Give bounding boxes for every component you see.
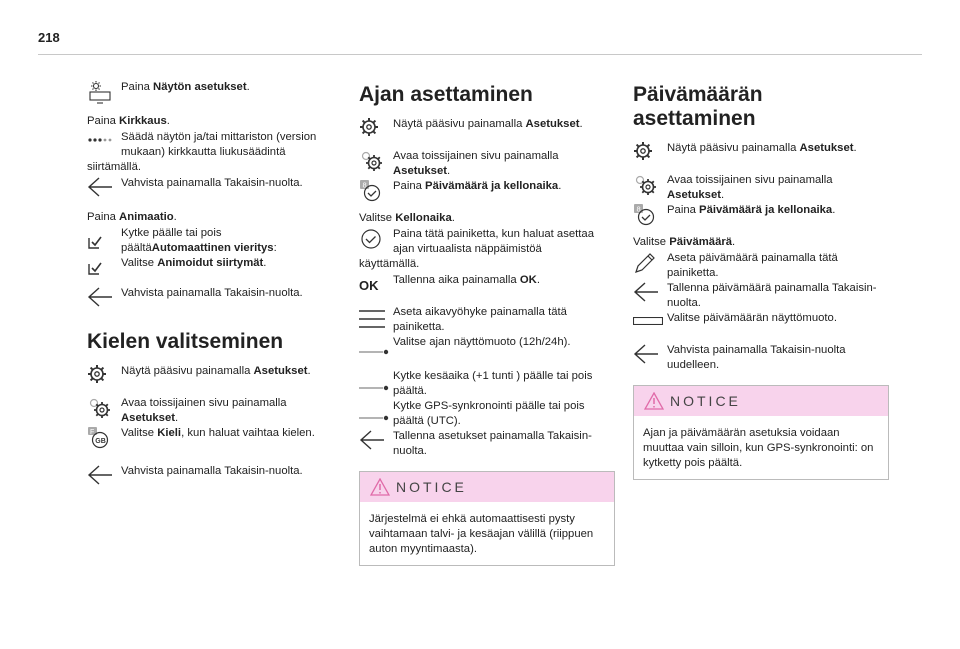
notice-header bbox=[360, 472, 614, 502]
pencil-icon bbox=[633, 251, 659, 273]
step-dst bbox=[359, 369, 615, 399]
language-icon bbox=[87, 426, 113, 448]
format-bar-icon bbox=[633, 317, 659, 339]
notice-label: NOTICE bbox=[396, 479, 467, 495]
step-main-page: Näytä pääsivu painamalla Asetukset. bbox=[359, 117, 615, 141]
step-date-format bbox=[633, 311, 889, 335]
gears-icon bbox=[87, 396, 113, 418]
back-arrow-icon bbox=[87, 464, 113, 486]
notice-header bbox=[634, 386, 888, 416]
step-display-settings bbox=[87, 80, 332, 106]
section-heading-time: Ajan asettaminen bbox=[359, 83, 533, 106]
step-secondary-page: Avaa toissijainen sivu painamalla Asetukset. bbox=[87, 396, 332, 426]
svg-text:8: 8 bbox=[362, 180, 367, 190]
step-select-time: Valitse Kellonaika. bbox=[359, 212, 455, 224]
step-save-back bbox=[359, 429, 615, 459]
step-text: Aseta aikavyöhyke painamalla tätä painiketta. bbox=[393, 306, 567, 333]
column-date-settings bbox=[633, 80, 889, 480]
gears-icon bbox=[359, 149, 385, 171]
back-arrow-icon bbox=[633, 343, 659, 365]
step-date-time: 8 Paina Päivämäärä ja kellonaika. bbox=[633, 203, 889, 227]
step-text: Säädä näytön ja/tai mittariston (version mukaan) kirkkautta liukusäädintä bbox=[121, 131, 317, 158]
page-number: 218 bbox=[38, 30, 60, 45]
slider-dots-icon bbox=[87, 136, 113, 158]
step-set-date bbox=[633, 251, 889, 281]
header-divider bbox=[38, 54, 922, 55]
step-secondary-page: Avaa toissijainen sivu painamalla Asetukset. bbox=[359, 149, 615, 179]
notice-box bbox=[359, 471, 615, 566]
step-date-time: 8 Paina Päivämäärä ja kellonaika. bbox=[359, 179, 615, 203]
back-arrow-icon bbox=[87, 176, 113, 198]
step-text: Vahvista painamalla Takaisin-nuolta. bbox=[121, 177, 303, 189]
step-text: Vahvista painamalla Takaisin-nuolta. bbox=[121, 465, 303, 477]
date-time-icon bbox=[359, 179, 385, 201]
back-arrow-icon bbox=[633, 281, 659, 303]
step-select-date: Valitse Päivämäärä. bbox=[633, 236, 736, 248]
gear-icon bbox=[633, 141, 659, 163]
svg-text:F: F bbox=[90, 429, 95, 436]
back-arrow-icon bbox=[87, 286, 113, 308]
step-text: Tallenna päivämäärä painamalla Takaisin-nuolta. bbox=[667, 282, 877, 309]
notice-box bbox=[633, 385, 889, 480]
step-text: Tallenna asetukset painamalla Takaisin-nuolta. bbox=[393, 430, 592, 457]
step-timezone bbox=[359, 305, 615, 335]
gears-icon bbox=[633, 173, 659, 195]
checkbox-icon bbox=[87, 260, 113, 282]
clock-icon bbox=[359, 227, 385, 249]
step-format bbox=[359, 335, 615, 361]
step-save-ok: OK Tallenna aika painamalla OK. bbox=[359, 273, 615, 297]
step-main-page: Näytä pääsivu painamalla Asetukset. bbox=[633, 141, 889, 165]
step-text: Kytke GPS-synkronointi päälle tai pois päältä (UTC). bbox=[393, 400, 585, 427]
step-text: Kytke kesäaika (+1 tunti ) päälle tai pois päältä. bbox=[393, 370, 593, 397]
notice-text: Järjestelmä ei ehkä automaattisesti pysty vaihtamaan talvi- ja kesäajan välillä (riippuen auton myyntimaasta). bbox=[369, 513, 594, 555]
back-arrow-icon bbox=[359, 429, 385, 451]
step-secondary-page: Avaa toissijainen sivu painamalla Asetukset. bbox=[633, 173, 889, 203]
svg-text:8: 8 bbox=[636, 204, 641, 214]
step-text: Valitse ajan näyttömuoto (12h/24h). bbox=[393, 336, 571, 348]
step-text: Valitse päivämäärän näyttömuoto. bbox=[667, 312, 837, 324]
toggle-icon bbox=[359, 349, 385, 371]
step-text-cont: käyttämällä. bbox=[359, 258, 420, 270]
step-keyboard bbox=[359, 227, 615, 257]
step-confirm-3 bbox=[87, 464, 332, 490]
step-brightness: Paina Kirkkaus. bbox=[87, 115, 170, 127]
column-display-settings bbox=[87, 80, 332, 490]
gear-icon bbox=[87, 364, 113, 386]
column-time-settings bbox=[359, 80, 615, 566]
step-main-page: Näytä pääsivu painamalla Asetukset. bbox=[87, 364, 332, 388]
svg-text:GB: GB bbox=[95, 437, 106, 445]
step-text: Paina Näytön asetukset. bbox=[121, 81, 250, 93]
notice-label: NOTICE bbox=[670, 393, 741, 409]
menu-lines-icon bbox=[359, 308, 385, 330]
warning-icon bbox=[644, 392, 664, 410]
warning-icon bbox=[370, 478, 390, 496]
display-settings-icon bbox=[87, 80, 113, 102]
step-confirm-1 bbox=[87, 176, 332, 202]
step-slider bbox=[87, 130, 332, 160]
section-heading-date: Päivämäärän asettaminen bbox=[633, 83, 763, 130]
gear-icon bbox=[359, 117, 385, 139]
step-transitions: Valitse Animoidut siirtymät. bbox=[87, 256, 332, 278]
section-heading-language: Kielen valitseminen bbox=[87, 330, 284, 353]
step-save-date bbox=[633, 281, 889, 311]
step-confirm-2 bbox=[87, 286, 332, 312]
date-time-icon bbox=[633, 203, 659, 225]
step-text: Paina tätä painiketta, kun haluat asettaa ajan virtuaalista näppäimistöä bbox=[393, 228, 594, 255]
step-text: Aseta päivämäärä painamalla tätä painiketta. bbox=[667, 252, 838, 279]
checkbox-icon bbox=[87, 234, 113, 256]
ok-icon: OK bbox=[359, 278, 379, 293]
step-text-cont: siirtämällä. bbox=[87, 161, 141, 173]
step-text: Vahvista painamalla Takaisin-nuolta uudelleen. bbox=[667, 344, 846, 371]
step-animation: Paina Animaatio. bbox=[87, 211, 177, 223]
step-confirm bbox=[633, 343, 889, 373]
step-text: Vahvista painamalla Takaisin-nuolta. bbox=[121, 287, 303, 299]
notice-text: Ajan ja päivämäärän asetuksia voidaan muuttaa vain silloin, kun GPS-synkronointi: on kytketty pois päältä. bbox=[643, 427, 874, 469]
step-auto-scroll: Kytke päälle tai pois päältäAutomaattinen vieritys: bbox=[87, 226, 332, 256]
step-gps bbox=[359, 399, 615, 429]
step-language: F GB Valitse Kieli, kun haluat vaihtaa kielen. bbox=[87, 426, 332, 452]
